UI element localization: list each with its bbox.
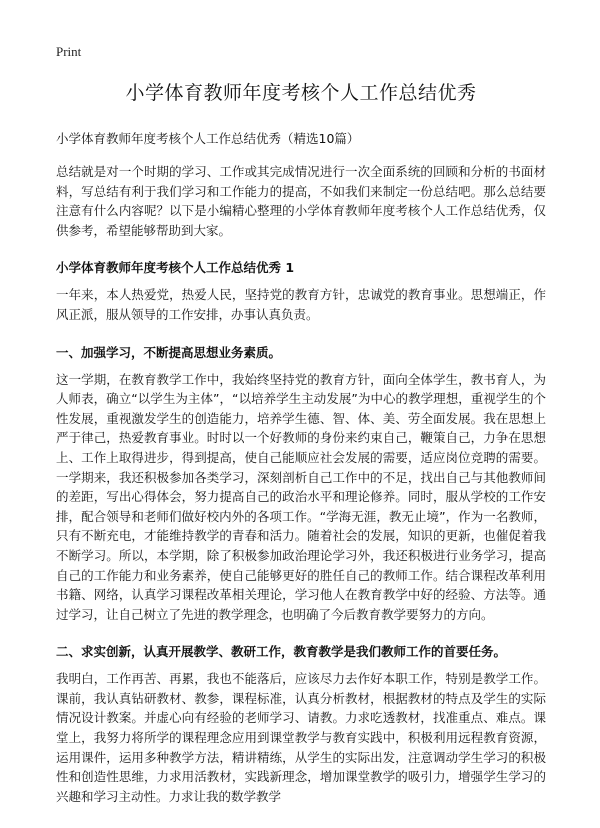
document-subtitle: 小学体育教师年度考核个人工作总结优秀（精选10篇） (56, 131, 360, 146)
teaching-paragraph: 我明白，工作再苦、再累，我也不能落后，应该尽力去作好本职工作，特别是教学工作。课前，我认真钻研教材、教参，课程标准，认真分析教材，根据教材的特点及学生的实际情况设计教案。并虚心向有经验的老师学习、请教。力求吃透教材，找准重点、难点。课堂上，我努力将所学的课程理念应用到课堂教学与教育实践中，积极利用远程教育资源，运用课件，运用多种教学方法，精讲精练，从学生的实际出发，注意调动学生学习的积极性和创造性思维，力求用活教材，实践新理念，增加课堂教学的吸引力，增强学生学习的兴趣和学习主动性。力求让我的数学教学 (56, 671, 546, 804)
document-body (56, 70, 546, 806)
section-title: 小学体育教师年度考核个人工作总结优秀 1 (56, 260, 295, 276)
document-title: 小学体育教师年度考核个人工作总结优秀 (125, 82, 477, 104)
section-intro-paragraph: 一年来，本人热爱党，热爱人民，坚持党的教育方针，忠诚党的教育事业。思想端正，作风正派，服从领导的工作安排，办事认真负责。 (56, 287, 546, 322)
study-paragraph: 这一学期，在教育教学工作中，我始终坚持党的教育方针，面向全体学生，教书育人，为人师表，确立“以学生为主体”，“以培养学生主动发展”为中心的教学理想，重视学生的个性发展，重视激发学生的创造能力，培养学生德、智、体、美、劳全面发展。我在思想上严于律己，热爱教育事业。时时以一个好教师的身份来约束自己，鞭策自己，力争在思想上、工作上取得进步，得到提高，使自己能顺应社会发展的需要，适应岗位竞聘的需要。一学期来，我还积极参加各类学习，深刻剖析自己工作中的不足，找出自己与其他教师间的差距，写出心得体会，努力提高自己的政治水平和理论修养。同时，服从学校的工作安排，配合领导和老师们做好校内外的各项工作。“学海无涯，教无止境”，作为一名教师，只有不断充电，才能维持教学的青春和活力。随着社会的发展，知识的更新，也催促着我不断学习。所以，本学期，除了积极参加政治理论学习外，我还积极进行业务学习，提高自己的工作能力和业务素养，使自己能够更好的胜任自己的教师工作。结合课程改革利用书籍、网络，认真学习课程改革相关理论，学习他人在教育教学中好的经验、方法等。通过学习，让自己树立了先进的教学理念，也明确了今后教育教学要努力的方向。 (56, 371, 546, 622)
print-label: Print (56, 44, 82, 59)
heading-teaching: 二、求实创新，认真开展教学、教研工作，教育教学是我们教师工作的首要任务。 (56, 644, 507, 660)
heading-study: 一、加强学习，不断提高思想业务素质。 (56, 344, 282, 360)
intro-paragraph: 总结就是对一个时期的学习、工作或其完成情况进行一次全面系统的回顾和分析的书面材料，写总结有利于我们学习和工作能力的提高，不如我们来制定一份总结吧。那么总结要注意有什么内容呢？以下是小编精心整理的小学体育教师年度考核个人工作总结优秀，仅供参考，希望能够帮助到大家。 (56, 164, 546, 238)
